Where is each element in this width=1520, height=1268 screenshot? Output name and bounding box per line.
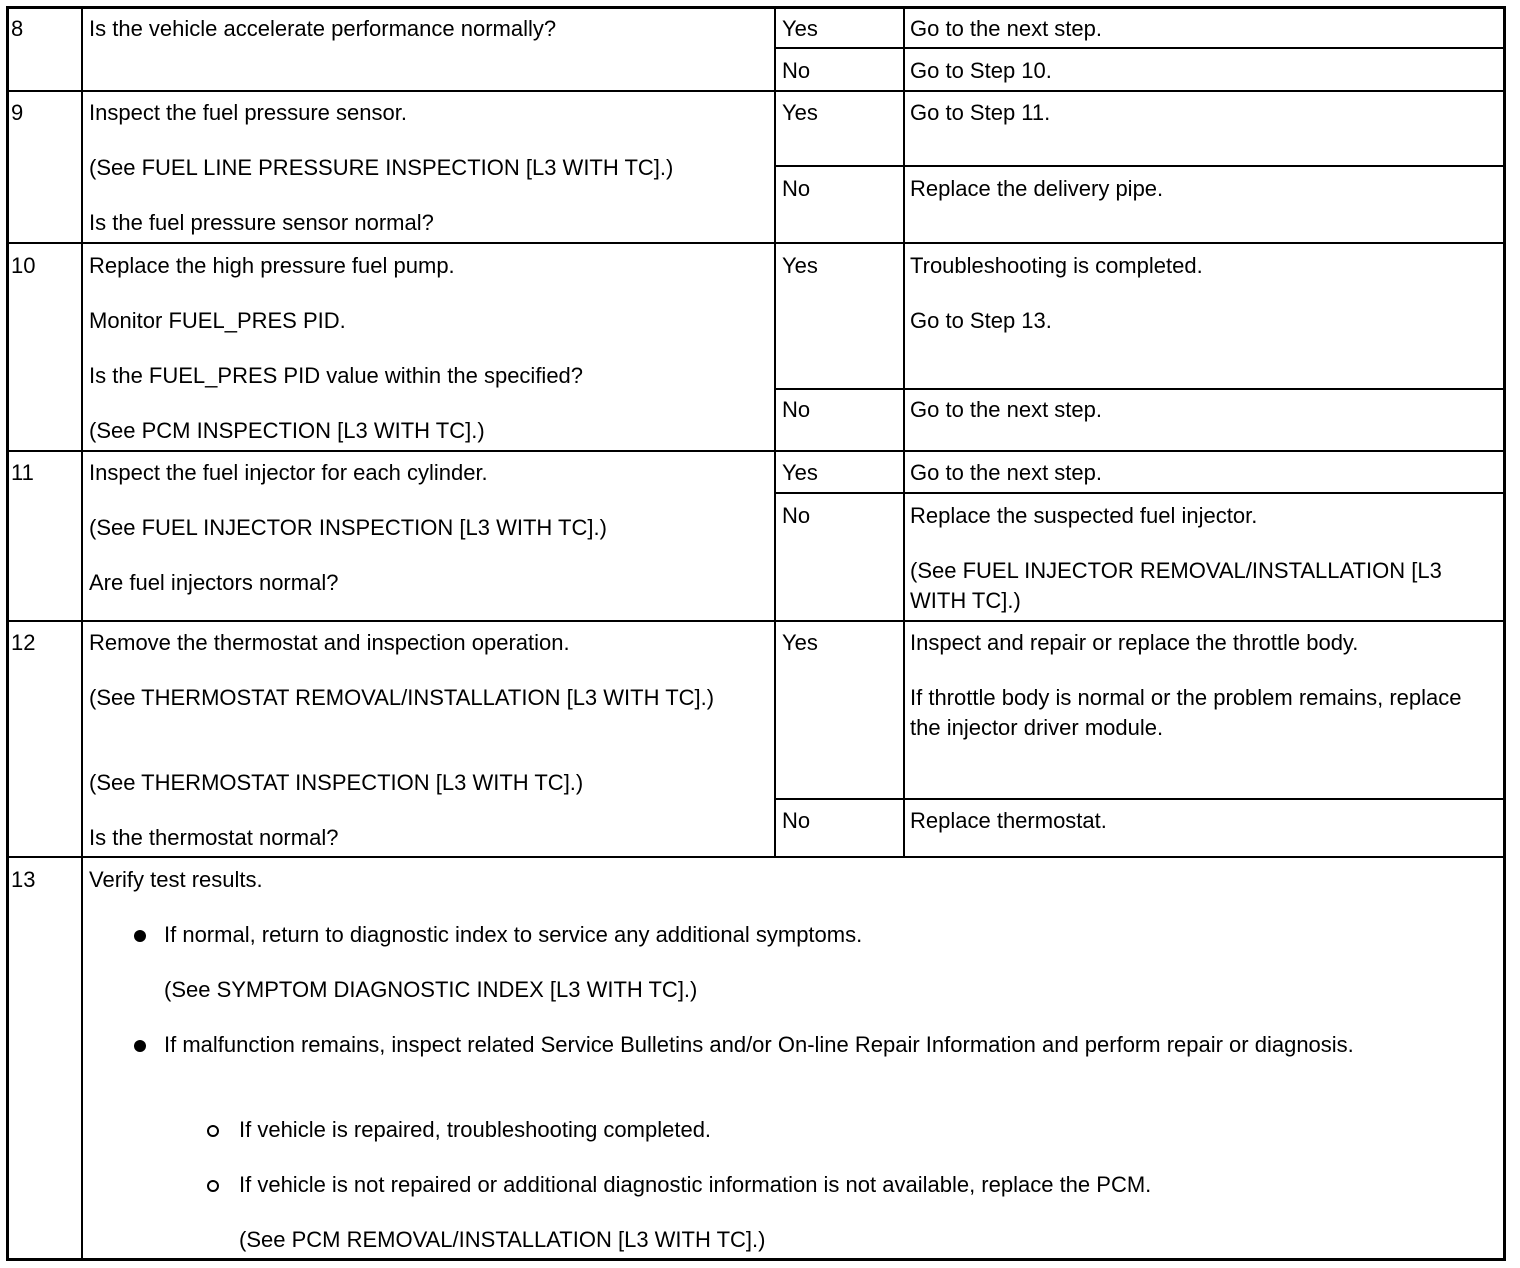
yes-action: If throttle body is normal or the problem remains, replace the injector driver module. [910, 685, 1462, 740]
reference-link: (See FUEL INJECTOR INSPECTION [L3 WITH TC].) [89, 515, 607, 540]
bullet-text: If malfunction remains, inspect related Service Bulletins and/or On-line Repair Information and perform repair or diagnosis. [164, 1032, 1354, 1057]
sub-bullet-text: If vehicle is repaired, troubleshooting completed. [239, 1117, 712, 1142]
sub-bullet-icon [207, 1180, 219, 1192]
no-action: Go to the next step. [910, 397, 1103, 422]
row-divider [6, 620, 1506, 622]
yes-action: Go to Step 13. [910, 308, 1052, 333]
column-divider [774, 6, 776, 857]
step-number: 12 [11, 630, 36, 655]
answer-yes: Yes [782, 630, 818, 655]
reference-link: (See THERMOSTAT INSPECTION [L3 WITH TC].) [89, 770, 584, 795]
yes-action: Go to the next step. [910, 16, 1103, 41]
row-divider [6, 450, 1506, 452]
reference-link: (See SYMPTOM DIAGNOSTIC INDEX [L3 WITH TC].) [164, 977, 698, 1002]
step-instruction: Remove the thermostat and inspection operation. [89, 630, 570, 655]
answer-no: No [782, 58, 811, 83]
bullet-icon [134, 930, 146, 942]
step-instruction: Verify test results. [89, 867, 263, 892]
row-divider [775, 388, 1506, 390]
row-divider [775, 165, 1506, 167]
no-action: Go to Step 10. [910, 58, 1052, 83]
step-question: Is the thermostat normal? [89, 825, 339, 850]
step-number: 11 [11, 460, 34, 485]
sub-bullet-icon [207, 1125, 219, 1137]
step-number: 8 [11, 16, 24, 41]
step-question: Is the FUEL_PRES PID value within the specified? [89, 363, 584, 388]
step-instruction: Replace the high pressure fuel pump. [89, 253, 455, 278]
row-divider [775, 798, 1506, 800]
yes-action: Go to the next step. [910, 460, 1103, 485]
answer-no: No [782, 176, 811, 201]
bullet-text: If normal, return to diagnostic index to service any additional symptoms. [164, 922, 863, 947]
yes-action: Troubleshooting is completed. [910, 253, 1203, 278]
step-number: 10 [11, 253, 36, 278]
column-divider [81, 6, 83, 1261]
answer-yes: Yes [782, 16, 818, 41]
step-question: Are fuel injectors normal? [89, 570, 339, 595]
sub-bullet-text: If vehicle is not repaired or additional diagnostic information is not available, replace the PCM. [239, 1172, 1152, 1197]
step-number: 9 [11, 100, 24, 125]
answer-no: No [782, 503, 811, 528]
step-question: Is the fuel pressure sensor normal? [89, 210, 434, 235]
no-action: Replace the delivery pipe. [910, 176, 1164, 201]
reference-link: (See THERMOSTAT REMOVAL/INSTALLATION [L3 WITH TC].) [89, 685, 715, 710]
no-action: Replace thermostat. [910, 808, 1107, 833]
column-divider [903, 6, 905, 857]
reference-link: (See PCM INSPECTION [L3 WITH TC].) [89, 418, 485, 443]
row-divider [775, 47, 1506, 49]
step-number: 13 [11, 867, 36, 892]
answer-no: No [782, 808, 811, 833]
answer-no: No [782, 397, 811, 422]
row-divider [6, 90, 1506, 92]
bullet-icon [134, 1040, 146, 1052]
row-divider [6, 242, 1506, 244]
no-action: Replace the suspected fuel injector. [910, 503, 1258, 528]
row-divider [6, 856, 1506, 858]
step-instruction: Inspect the fuel pressure sensor. [89, 100, 407, 125]
step-instruction: Inspect the fuel injector for each cylinder. [89, 460, 488, 485]
answer-yes: Yes [782, 460, 818, 485]
reference-link: (See FUEL LINE PRESSURE INSPECTION [L3 WITH TC].) [89, 155, 674, 180]
step-instruction: Monitor FUEL_PRES PID. [89, 308, 346, 333]
reference-link: (See PCM REMOVAL/INSTALLATION [L3 WITH TC].) [239, 1227, 766, 1252]
step-instruction: Is the vehicle accelerate performance normally? [89, 16, 557, 41]
yes-action: Inspect and repair or replace the throttle body. [910, 630, 1359, 655]
row-divider [775, 492, 1506, 494]
reference-link: (See FUEL INJECTOR REMOVAL/INSTALLATION [L3 WITH TC].) [910, 558, 1442, 613]
answer-yes: Yes [782, 100, 818, 125]
answer-yes: Yes [782, 253, 818, 278]
yes-action: Go to Step 11. [910, 100, 1051, 125]
